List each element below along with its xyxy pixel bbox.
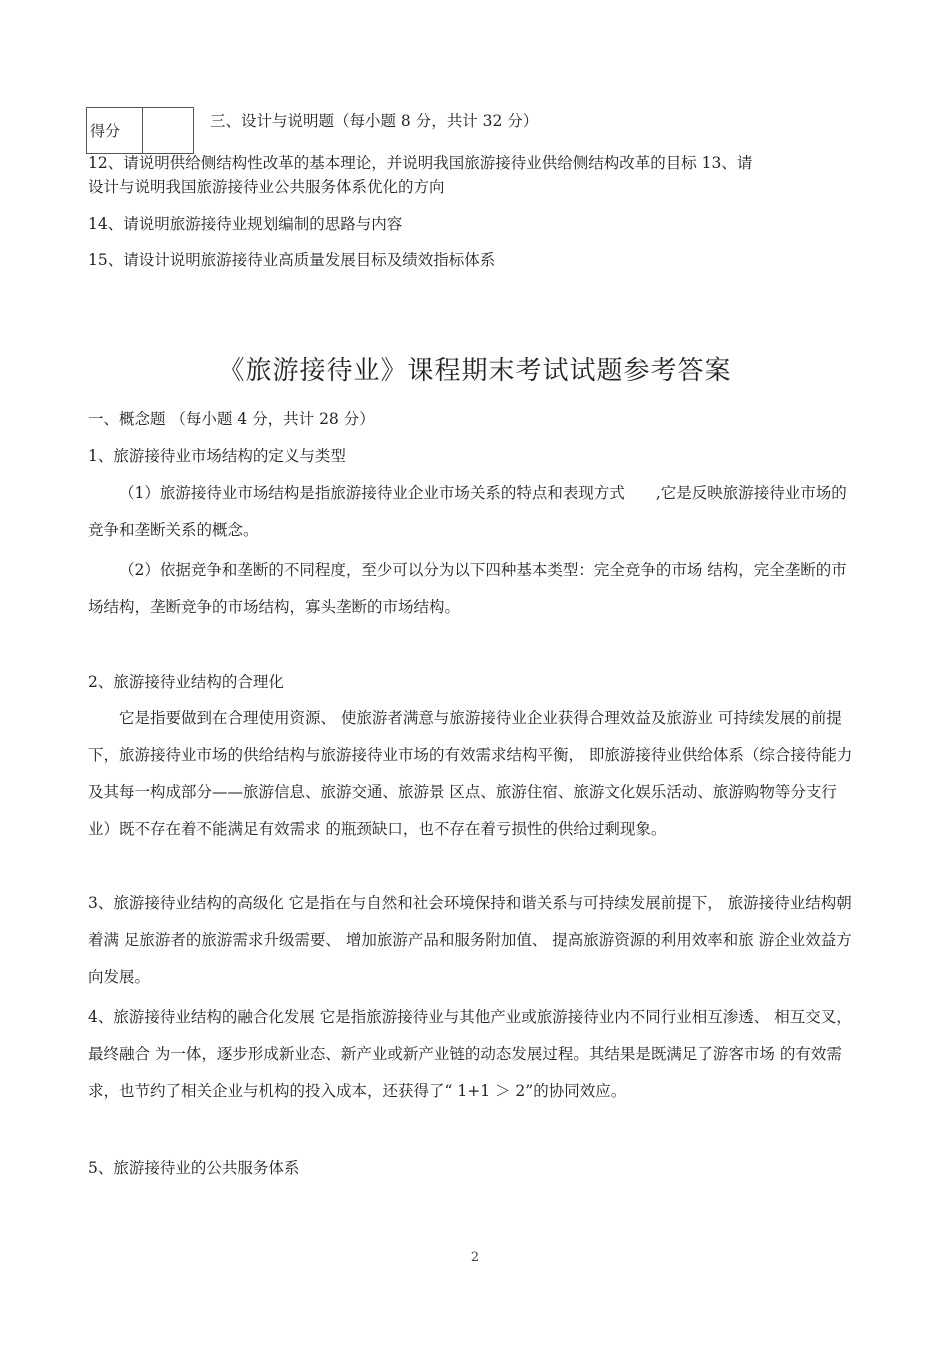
section3-heading: 三、设计与说明题（每小题 8 分，共计 32 分） [210, 112, 539, 130]
page-number: 2 [470, 1250, 480, 1265]
item4-paragraph: 4、旅游接待业结构的融合化发展 它是指旅游接待业与其他产业或旅游接待业内不同行业相互渗透、 相互交叉， 最终融合 为一体，逐步形成新业态、新产业或新产业链的动态发展过程。其结果是既满足了游客市场 的有效需求，也节约了相关企业与机构的投入成本，还获得了“ 1+1 ＞ 2”的协同效应。 [88, 1008, 852, 1100]
item2-paragraph: 它是指要做到在合理使用资源、 使旅游者满意与旅游接待业企业获得合理效益及旅游业 可持续发展的前提下，旅游接待业市场的供给结构与旅游接待业市场的有效需求结构平衡， 即旅游接待业供给体系（综合接待能力及其每一构成部分——旅游信息、旅游交通、旅游景 区点、旅游住宿、旅游文化娱乐活动、旅游购物等分支行业）既不存在着不能满足有效需求 的瓶颈缺口，也不存在着亏损性的供给过剩现象。 [88, 709, 853, 838]
item1-title: 1、旅游接待业市场结构的定义与类型 [88, 447, 346, 465]
section1-heading: 一、概念题 （每小题 4 分，共计 28 分） [88, 410, 375, 428]
item2-title: 2、旅游接待业结构的合理化 [88, 673, 284, 691]
item1-paragraph1: （1）旅游接待业市场结构是指旅游接待业企业市场关系的特点和表现方式 ,它是反映旅游接待业市场的竞争和垄断关系的概念。 [88, 484, 847, 539]
item3-paragraph: 3、旅游接待业结构的高级化 它是指在与自然和社会环境保持和谐关系与可持续发展前提下， 旅游接待业结构朝着满 足旅游者的旅游需求升级需要、 增加旅游产品和服务附加值、 提高旅游资源的利用效率和旅 游企业效益方向发展。 [88, 894, 852, 986]
question-12-line2: 设计与说明我国旅游接待业公共服务体系优化的方向 [88, 178, 445, 196]
score-box [86, 107, 194, 154]
score-input-cell [143, 108, 193, 153]
item5-title: 5、旅游接待业的公共服务体系 [88, 1159, 300, 1177]
question-15: 15、请设计说明旅游接待业高质量发展目标及绩效指标体系 [88, 251, 496, 269]
question-14: 14、请说明旅游接待业规划编制的思路与内容 [88, 215, 403, 233]
item1-paragraph2: （2）依据竞争和垄断的不同程度，至少可以分为以下四种基本类型：完全竞争的市场 结构，完全垄断的市场结构，垄断竞争的市场结构，寡头垄断的市场结构。 [88, 561, 847, 616]
answer-title: 《旅游接待业》课程期末考试试题参考答案 [218, 356, 732, 386]
question-12-line1: 12、请说明供给侧结构性改革的基本理论，并说明我国旅游接待业供给侧结构改革的目标 13、请 [88, 154, 753, 172]
score-label: 得分 [87, 108, 143, 153]
